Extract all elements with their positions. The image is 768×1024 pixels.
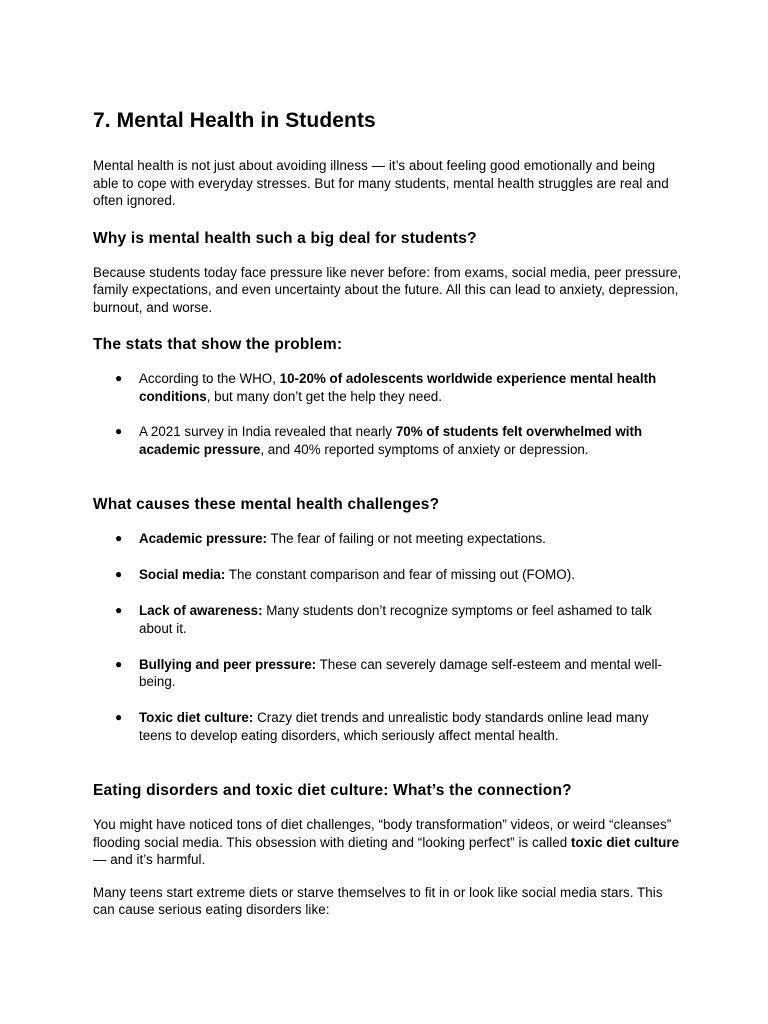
- page-title: 7. Mental Health in Students: [93, 109, 376, 132]
- bullet-icon: ●: [115, 656, 123, 671]
- bullet-icon: ●: [115, 424, 123, 438]
- eating-paragraph-1: You might have noticed tons of diet challenges, “body transformation” videos, or weird “cleanses” flooding social media. This obsession with dieting and “looking perfect” is called toxic diet culture — and it’s harmful.: [93, 817, 680, 867]
- why-heading: Why is mental health such a big deal for students?: [93, 229, 477, 247]
- list-item: ● Toxic diet culture: Crazy diet trends and unrealistic body standards online lead many teens to develop eating disorders, which seriously affect mental health.: [115, 710, 649, 743]
- bullet-icon: ●: [115, 567, 123, 581]
- intro-paragraph: Mental health is not just about avoiding illness — it’s about feeling good emotionally and being able to cope with everyday stresses. But for many students, mental health struggles are real and often ignored.: [93, 158, 669, 208]
- bullet-icon: ●: [115, 603, 123, 617]
- why-paragraph: Because students today face pressure like never before: from exams, social media, peer pressure, family expectations, and even uncertainty about the future. All this can lead to anxiety, depression, burnout, and worse.: [93, 264, 682, 315]
- causes-heading: What causes these mental health challenges?: [93, 496, 440, 513]
- eating-paragraph-2: Many teens start extreme diets or starve themselves to fit in or look like social media stars. This can cause serious eating disorders like:: [93, 884, 663, 917]
- bullet-icon: ●: [115, 710, 123, 724]
- list-item: ● A 2021 survey in India revealed that nearly 70% of students felt overwhelmed with academic pressure, and 40% reported symptoms of anxiety or depression.: [115, 424, 643, 457]
- bullet-icon: ●: [115, 371, 123, 385]
- causes-list: [93, 530, 683, 744]
- document-page: [93, 104, 683, 919]
- stats-heading: The stats that show the problem:: [93, 336, 343, 353]
- stats-list: [93, 370, 683, 458]
- list-item: ● Academic pressure: The fear of failing or not meeting expectations.: [115, 531, 546, 546]
- eating-heading: Eating disorders and toxic diet culture: What’s the connection?: [93, 782, 572, 799]
- list-item: ● Lack of awareness: Many students don’t recognize symptoms or feel ashamed to talk about it.: [115, 603, 652, 636]
- list-item: ● According to the WHO, 10-20% of adolescents worldwide experience mental health conditions, but many don’t get the help they need.: [115, 371, 657, 404]
- list-item: ● Social media: The constant comparison and fear of missing out (FOMO).: [115, 567, 575, 582]
- bullet-icon: ●: [115, 531, 123, 545]
- list-item: ● Bullying and peer pressure: These can severely damage self-esteem and mental well-being.: [115, 656, 662, 689]
